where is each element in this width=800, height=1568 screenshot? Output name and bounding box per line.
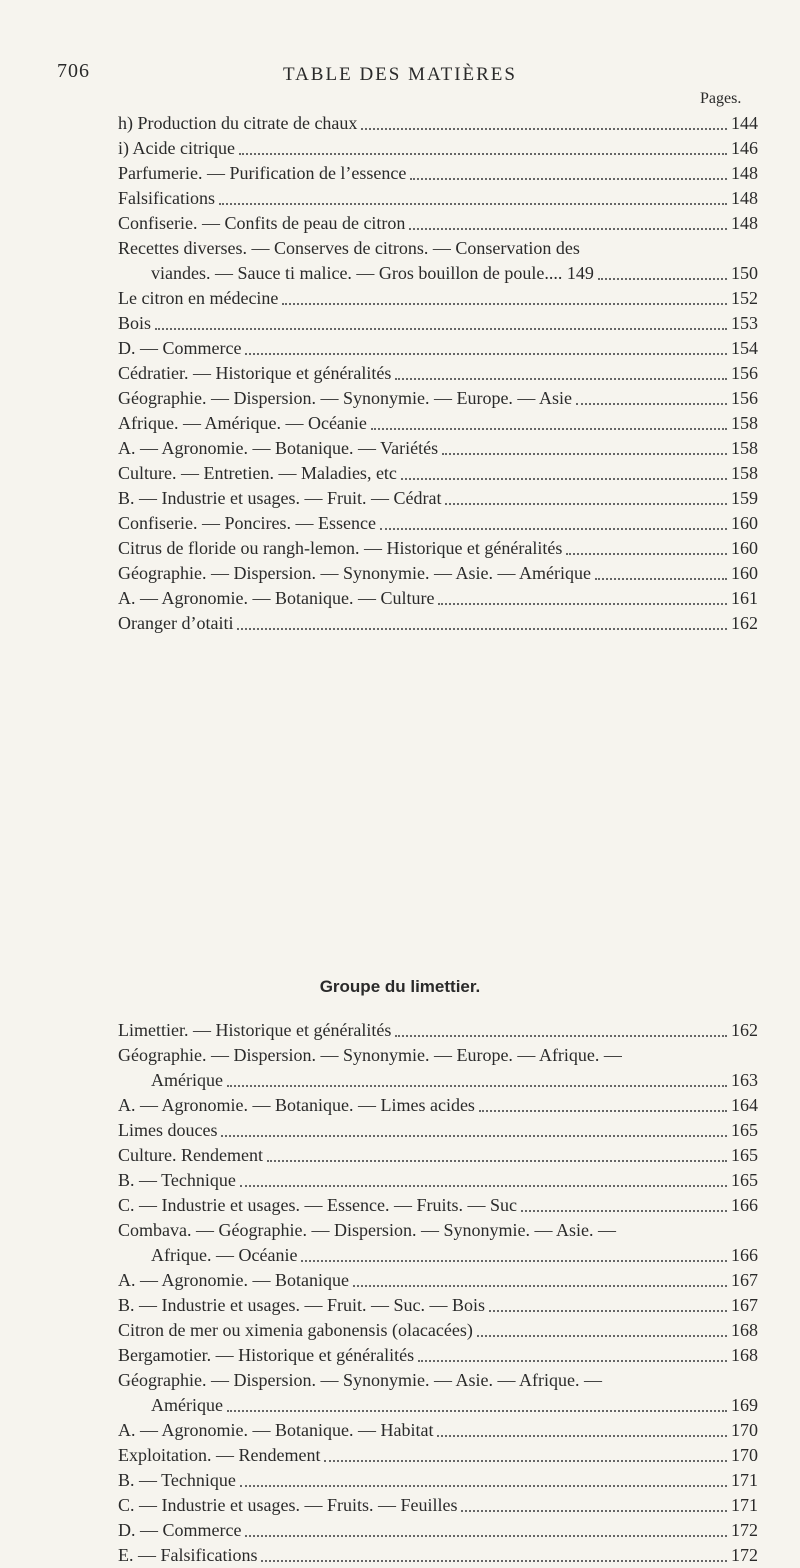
toc-entry: [118, 411, 758, 436]
pages-label: Pages.: [700, 90, 742, 107]
toc-entry-page: 172: [731, 1520, 758, 1540]
toc-entry-title: Géographie. — Dispersion. — Synonymie. — Europe. — Asie: [118, 388, 572, 408]
leader-dots: [477, 1335, 727, 1337]
leader-dots: [445, 503, 727, 505]
leader-dots: [267, 1160, 727, 1162]
toc-entry-page: 160: [731, 513, 758, 533]
toc-entry-page: 148: [731, 213, 758, 233]
toc-entry: [118, 286, 758, 311]
toc-entry: [118, 1493, 758, 1518]
leader-dots: [409, 228, 727, 230]
toc-entry-page: 160: [731, 563, 758, 583]
toc-entry-page: 154: [731, 338, 758, 358]
toc-entry-title: Afrique. — Océanie: [151, 1245, 298, 1265]
toc-entry: [118, 1543, 758, 1568]
toc-entry-page: 171: [731, 1495, 758, 1515]
toc-entry: [118, 1268, 758, 1293]
leader-dots: [380, 528, 727, 530]
leader-dots: [155, 328, 727, 330]
toc-entry: [118, 1143, 758, 1168]
leader-dots: [227, 1410, 727, 1412]
leader-dots: [282, 303, 727, 305]
toc-entry-title: Amérique: [151, 1070, 223, 1090]
toc-entry-page: 153: [731, 313, 758, 333]
toc-entry-page: 158: [731, 438, 758, 458]
toc-entry-title: A. — Agronomie. — Botanique. — Culture: [118, 588, 435, 608]
toc-entry-title: Exploitation. — Rendement: [118, 1445, 321, 1465]
toc-entry-page: 162: [731, 1020, 758, 1040]
toc-entry-title: Citrus de floride ou rangh-lemon. — Historique et généralités: [118, 538, 563, 558]
toc-entry-title: Citron de mer ou ximenia gabonensis (olacacées): [118, 1320, 473, 1340]
toc-entry: [118, 1368, 758, 1393]
toc-entry-page: 171: [731, 1470, 758, 1490]
toc-entry: [118, 361, 758, 386]
toc-entry-page: 144: [731, 113, 758, 133]
leader-dots: [227, 1085, 727, 1087]
toc-entry: [118, 211, 758, 236]
toc-entry-page: 158: [731, 413, 758, 433]
toc-section-2: [118, 1018, 758, 1568]
toc-entry: [118, 1118, 758, 1143]
leader-dots: [489, 1310, 727, 1312]
toc-entry-page: 150: [731, 263, 758, 283]
toc-entry: [118, 1343, 758, 1368]
toc-entry-page: 156: [731, 363, 758, 383]
toc-entry: [118, 1068, 758, 1093]
toc-entry-title: D. — Commerce: [118, 1520, 242, 1540]
leader-dots: [239, 153, 727, 155]
toc-entry: [118, 111, 758, 136]
toc-entry: [118, 1243, 758, 1268]
toc-entry-title: h) Production du citrate de chaux: [118, 113, 358, 133]
leader-dots: [324, 1460, 727, 1462]
toc-entry-title: Le citron en médecine: [118, 288, 279, 308]
toc-entry-page: 165: [731, 1120, 758, 1140]
toc-entry-title: B. — Technique: [118, 1170, 236, 1190]
toc-entry-title: Géographie. — Dispersion. — Synonymie. — Asie. — Amérique: [118, 563, 591, 583]
toc-entry: [118, 1193, 758, 1218]
toc-entry-page: 166: [731, 1245, 758, 1265]
toc-entry-page: 160: [731, 538, 758, 558]
toc-entry: [118, 1393, 758, 1418]
toc-entry-page: 165: [731, 1170, 758, 1190]
leader-dots: [221, 1135, 727, 1137]
leader-dots: [418, 1360, 727, 1362]
leader-dots: [371, 428, 727, 430]
toc-entry-page: 165: [731, 1145, 758, 1165]
toc-entry: [118, 1518, 758, 1543]
leader-dots: [461, 1510, 727, 1512]
toc-entry: [118, 486, 758, 511]
leader-dots: [401, 478, 727, 480]
toc-entry: [118, 1468, 758, 1493]
leader-dots: [237, 628, 727, 630]
toc-entry: [118, 511, 758, 536]
toc-entry-page: 161: [731, 588, 758, 608]
toc-entry: [118, 1018, 758, 1043]
page-number: 706: [57, 60, 90, 82]
toc-entry-page: 159: [731, 488, 758, 508]
toc-entry: [118, 161, 758, 186]
toc-entry: [118, 1443, 758, 1468]
leader-dots: [361, 128, 727, 130]
toc-entry-page: 167: [731, 1270, 758, 1290]
toc-entry-page: 146: [731, 138, 758, 158]
leader-dots: [219, 203, 727, 205]
toc-entry: [118, 136, 758, 161]
leader-dots: [442, 453, 727, 455]
toc-entry-page: 163: [731, 1070, 758, 1090]
leader-dots: [395, 1035, 727, 1037]
leader-dots: [521, 1210, 727, 1212]
toc-entry: [118, 386, 758, 411]
toc-entry: [118, 1293, 758, 1318]
toc-entry: [118, 611, 758, 636]
toc-entry-title: Géographie. — Dispersion. — Synonymie. — Europe. — Afrique. —: [118, 1045, 622, 1065]
toc-entry-page: 168: [731, 1345, 758, 1365]
toc-entry-title: Amérique: [151, 1395, 223, 1415]
leader-dots: [410, 178, 727, 180]
toc-entry-title: A. — Agronomie. — Botanique. — Variétés: [118, 438, 439, 458]
toc-entry-page: 164: [731, 1095, 758, 1115]
toc-entry-title: Limes douces: [118, 1120, 218, 1140]
toc-entry-title: Recettes diverses. — Conserves de citrons. — Conservation des: [118, 238, 580, 258]
toc-entry-page: 168: [731, 1320, 758, 1340]
toc-entry-title: Confiserie. — Confits de peau de citron: [118, 213, 406, 233]
toc-entry: [118, 536, 758, 561]
toc-entry-page: 148: [731, 163, 758, 183]
toc-entry-title: B. — Technique: [118, 1470, 236, 1490]
toc-entry: [118, 1318, 758, 1343]
toc-entry-title: D. — Commerce: [118, 338, 242, 358]
toc-entry-title: B. — Industrie et usages. — Fruit. — Suc. — Bois: [118, 1295, 485, 1315]
toc-entry-title: Culture. — Entretien. — Maladies, etc: [118, 463, 397, 483]
toc-entry: [118, 1093, 758, 1118]
leader-dots: [245, 353, 727, 355]
toc-entry-page: 148: [731, 188, 758, 208]
leader-dots: [261, 1560, 727, 1562]
toc-entry-page: 170: [731, 1420, 758, 1440]
section-heading: Groupe du limettier.: [319, 977, 481, 996]
toc-entry: [118, 586, 758, 611]
toc-entry: [118, 311, 758, 336]
toc-entry-title: A. — Agronomie. — Botanique: [118, 1270, 349, 1290]
toc-entry: [118, 561, 758, 586]
toc-entry: [118, 461, 758, 486]
toc-entry: [118, 1043, 758, 1068]
toc-entry-title: viandes. — Sauce ti malice. — Gros bouillon de poule.... 149: [151, 263, 594, 283]
toc-entry: [118, 236, 758, 261]
toc-entry: [118, 336, 758, 361]
toc-entry-title: Limettier. — Historique et généralités: [118, 1020, 392, 1040]
toc-entry-title: A. — Agronomie. — Botanique. — Habitat: [118, 1420, 434, 1440]
toc-entry-title: Confiserie. — Poncires. — Essence: [118, 513, 376, 533]
toc-entry-page: 152: [731, 288, 758, 308]
toc-entry-title: Géographie. — Dispersion. — Synonymie. — Asie. — Afrique. —: [118, 1370, 602, 1390]
leader-dots: [576, 403, 727, 405]
toc-entry-page: 172: [731, 1545, 758, 1565]
toc-entry-page: 166: [731, 1195, 758, 1215]
toc-entry: [118, 186, 758, 211]
leader-dots: [479, 1110, 727, 1112]
toc-entry-title: Afrique. — Amérique. — Océanie: [118, 413, 367, 433]
leader-dots: [240, 1185, 727, 1187]
toc-entry-title: C. — Industrie et usages. — Essence. — Fruits. — Suc: [118, 1195, 517, 1215]
toc-entry-title: A. — Agronomie. — Botanique. — Limes acides: [118, 1095, 475, 1115]
toc-entry: [118, 261, 758, 286]
toc-entry-title: Bergamotier. — Historique et généralités: [118, 1345, 415, 1365]
toc-entry-page: 170: [731, 1445, 758, 1465]
toc-entry-page: 158: [731, 463, 758, 483]
toc-entry-page: 162: [731, 613, 758, 633]
toc-entry-page: 156: [731, 388, 758, 408]
toc-section-1: [118, 111, 758, 636]
toc-entry-title: Combava. — Géographie. — Dispersion. — Synonymie. — Asie. —: [118, 1220, 616, 1240]
leader-dots: [353, 1285, 727, 1287]
toc-entry-title: Falsifications: [118, 188, 215, 208]
leader-dots: [245, 1535, 727, 1537]
toc-entry-title: E. — Falsifications: [118, 1545, 258, 1565]
toc-entry: [118, 1218, 758, 1243]
leader-dots: [566, 553, 727, 555]
toc-entry-title: Parfumerie. — Purification de l’essence: [118, 163, 407, 183]
toc-entry-page: 169: [731, 1395, 758, 1415]
leader-dots: [598, 278, 727, 280]
toc-entry: [118, 1168, 758, 1193]
toc-entry-title: Cédratier. — Historique et généralités: [118, 363, 392, 383]
leader-dots: [438, 603, 727, 605]
running-title: TABLE DES MATIÈRES: [283, 64, 517, 85]
toc-entry-title: i) Acide citrique: [118, 138, 235, 158]
toc-entry-title: Bois: [118, 313, 152, 333]
toc-entry-page: 167: [731, 1295, 758, 1315]
leader-dots: [595, 578, 727, 580]
leader-dots: [437, 1435, 727, 1437]
toc-entry-title: Oranger d’otaiti: [118, 613, 234, 633]
leader-dots: [395, 378, 727, 380]
toc-entry-title: Culture. Rendement: [118, 1145, 263, 1165]
toc-entry: [118, 1418, 758, 1443]
leader-dots: [301, 1260, 727, 1262]
toc-entry-title: C. — Industrie et usages. — Fruits. — Feuilles: [118, 1495, 458, 1515]
toc-entry-title: B. — Industrie et usages. — Fruit. — Cédrat: [118, 488, 442, 508]
toc-entry: [118, 436, 758, 461]
leader-dots: [240, 1485, 727, 1487]
